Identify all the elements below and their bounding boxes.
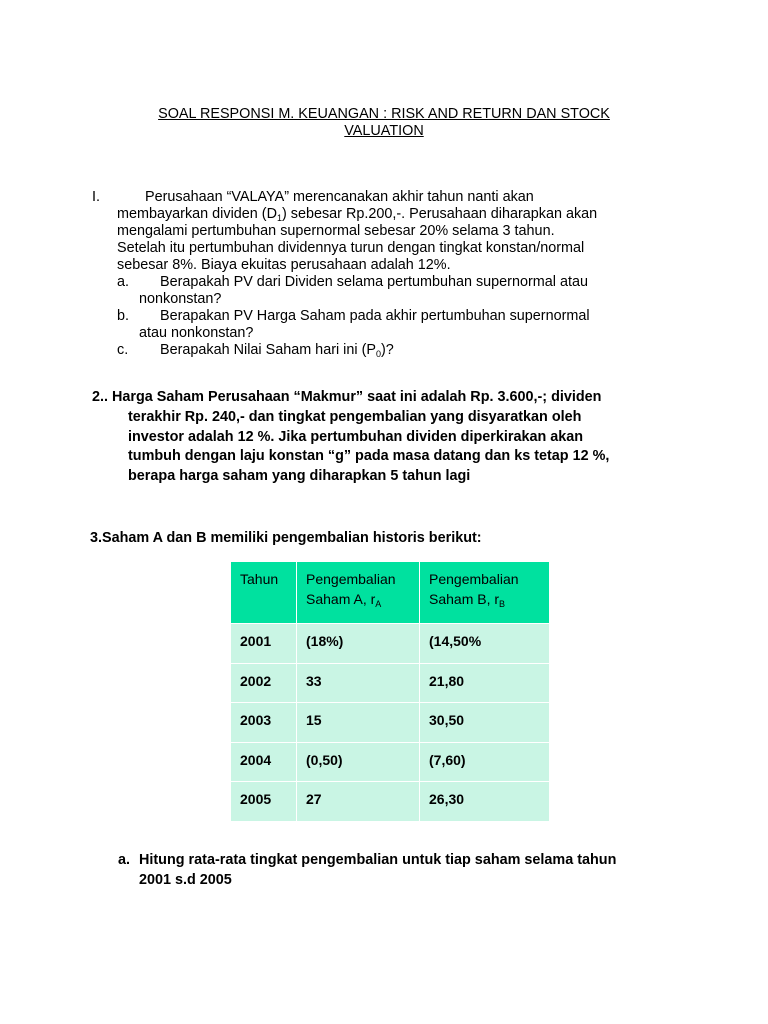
cell-return-b: 30,50 — [420, 703, 550, 743]
q2-line-5: berapa harga saham yang diharapkan 5 tahun lagi — [128, 468, 471, 484]
cell-return-a: (18%) — [297, 624, 420, 664]
header-tahun: Tahun — [231, 562, 297, 624]
cell-return-a: 33 — [297, 663, 420, 703]
cell-return-a: 15 — [297, 703, 420, 743]
q3-intro: 3.Saham A dan B memiliki pengembalian historis berikut: — [90, 530, 482, 546]
q3-a-line-2: 2001 s.d 2005 — [139, 872, 232, 888]
cell-year: 2002 — [231, 663, 297, 703]
cell-year: 2001 — [231, 624, 297, 664]
cell-return-b: 21,80 — [420, 663, 550, 703]
returns-table — [230, 561, 550, 822]
q2-line-3: investor adalah 12 %. Jika pertumbuhan dividen diperkirakan akan — [128, 429, 584, 445]
q3-a-label: a. — [118, 852, 131, 868]
cell-return-a: (0,50) — [297, 742, 420, 782]
q1-b-line-2: atau nonkonstan? — [139, 325, 254, 341]
cell-return-b: (14,50% — [420, 624, 550, 664]
cell-return-b: 26,30 — [420, 782, 550, 822]
q1-c-label: c. — [117, 342, 129, 358]
header-saham-b: Pengembalian Saham B, $r_B$ — [420, 562, 550, 624]
q1-b-label: b. — [117, 308, 130, 324]
q2-line-1: 2.. Harga Saham Perusahaan “Makmur” saat ini adalah Rp. 3.600,-; dividen — [92, 389, 602, 405]
q1-a-label: a. — [117, 274, 130, 290]
table-header-row — [231, 562, 550, 624]
title-line-2: VALUATION — [344, 123, 424, 139]
cell-year: 2003 — [231, 703, 297, 743]
cell-year: 2005 — [231, 782, 297, 822]
q3-a-line-1: Hitung rata-rata tingkat pengembalian untuk tiap saham selama tahun — [139, 852, 617, 868]
q1-line-4: Setelah itu pertumbuhan dividennya turun dengan tingkat konstan/normal — [117, 240, 585, 256]
q1-b-line-1: Berapakan PV Harga Saham pada akhir pertumbuhan supernormal — [160, 308, 590, 324]
q1-line-5: sebesar 8%. Biaya ekuitas perusahaan adalah 12%. — [117, 257, 451, 273]
table-row — [231, 703, 550, 743]
q1-number: I. — [92, 189, 100, 205]
q2-line-2: terakhir Rp. 240,- dan tingkat pengembalian yang disyaratkan oleh — [128, 409, 582, 425]
cell-year: 2004 — [231, 742, 297, 782]
cell-return-a: 27 — [297, 782, 420, 822]
q1-a-line-1: Berapakah PV dari Dividen selama pertumbuhan supernormal atau — [160, 274, 588, 290]
q1-c-line: Berapakah Nilai Saham hari ini $(P_0)$? — [160, 342, 394, 359]
q2-line-4: tumbuh dengan laju konstan “g” pada masa datang dan ks tetap 12 %, — [128, 448, 610, 464]
q1-line-2: membayarkan dividen $(D_1)$ sebesar Rp.200,-. Perusahaan diharapkan akan — [117, 206, 598, 223]
table-row — [231, 663, 550, 703]
header-saham-a: Pengembalian Saham A, $r_A$ — [297, 562, 420, 624]
cell-return-b: (7,60) — [420, 742, 550, 782]
table-row — [231, 624, 550, 664]
table-row — [231, 742, 550, 782]
table-row — [231, 782, 550, 822]
q1-a-line-2: nonkonstan? — [139, 291, 222, 307]
q1-line-1: Perusahaan “VALAYA” merencanakan akhir tahun nanti akan — [145, 189, 534, 205]
title-line-1: SOAL RESPONSI M. KEUANGAN : RISK AND RETURN DAN STOCK — [158, 106, 610, 122]
q1-line-3: mengalami pertumbuhan supernormal sebesar 20% selama 3 tahun. — [117, 223, 555, 239]
